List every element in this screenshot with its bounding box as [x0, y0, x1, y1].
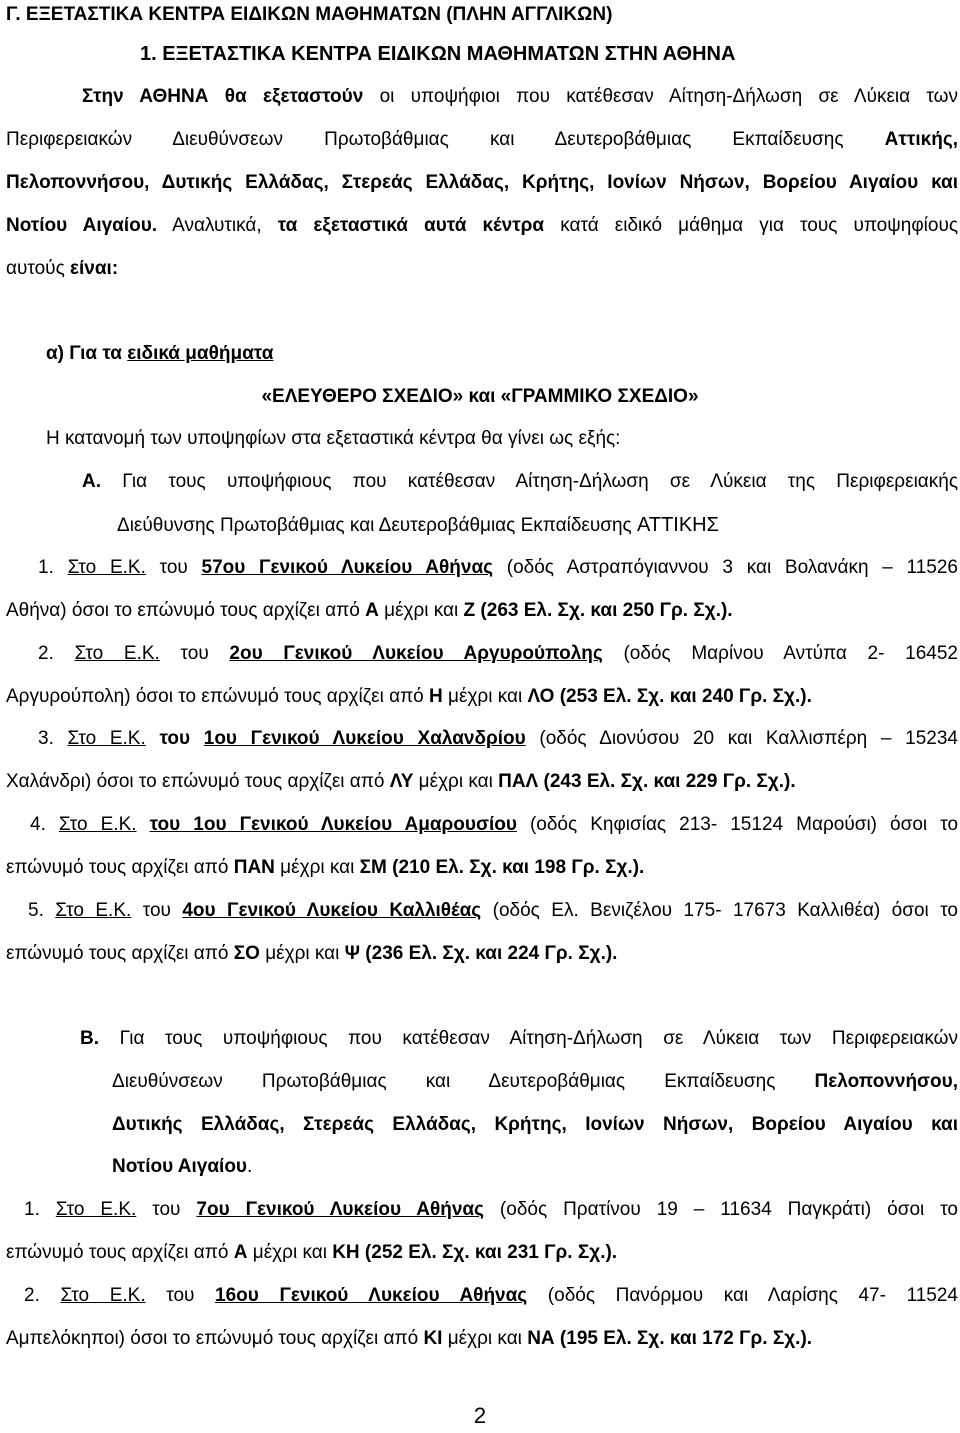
school-name: 4ου Γενικού Λυκείου Καλλιθέας — [182, 900, 482, 921]
exam-center-a1: 1. Στο Ε.Κ. του 57ου Γενικού Λυκείου Αθήνας (οδός Αστραπόγιαννου 3 και Βολανάκη – 11526 — [38, 557, 958, 578]
center-link: Στο Ε.Κ. — [58, 814, 137, 835]
exam-center-a4-range: επώνυμό τους αρχίζει από ΠΑΝ μέχρι και ΣΜ (210 Ελ. Σχ. και 198 Γρ. Σχ.). — [6, 857, 645, 878]
section-heading: Γ. ΕΞΕΤΑΣΤΙΚΑ ΚΕΝΤΡΑ ΕΙΔΙΚΩΝ ΜΑΘΗΜΑΤΩΝ (ΠΛΗΝ ΑΓΓΛΙΚΩΝ) — [6, 4, 613, 25]
group-b-line-2: Διευθύνσεων Πρωτοβάθμιας και Δευτεροβάθμιας Εκπαίδευσης Πελοποννήσου, — [112, 1071, 958, 1092]
center-link: Στο Ε.Κ. — [74, 643, 160, 664]
school-name: 57ου Γενικού Λυκείου Αθήνας — [201, 557, 494, 578]
school-name: 2ου Γενικού Λυκείου Αργυρούπολης — [229, 643, 603, 664]
intro-line-5: αυτούς είναι: — [6, 258, 119, 279]
school-name: 16ου Γενικού Λυκείου Αθήνας — [215, 1285, 528, 1306]
exam-center-a2: 2. Στο Ε.Κ. του 2ου Γενικού Λυκείου Αργυρούπολης (οδός Μαρίνου Αντύπα 2- 16452 — [38, 643, 958, 664]
intro-line-2: Περιφερειακών Διευθύνσεων Πρωτοβάθμιας και Δευτεροβάθμιας Εκπαίδευσης Αττικής, — [6, 129, 958, 150]
center-link: Στο Ε.Κ. — [55, 900, 132, 921]
group-b-line-4: Νοτίου Αιγαίου. — [112, 1156, 253, 1177]
center-link: Στο Ε.Κ. — [67, 728, 146, 749]
school-name: 1ου Γενικού Λυκείου Χαλανδρίου — [203, 728, 526, 749]
school-name: του 1ου Γενικού Λυκείου Αμαρουσίου — [149, 814, 517, 835]
exam-center-b1-range: επώνυμό τους αρχίζει από Α μέχρι και ΚΗ (252 Ελ. Σχ. και 231 Γρ. Σχ.). — [6, 1242, 618, 1263]
center-link: Στο Ε.Κ. — [60, 1285, 146, 1306]
exam-center-a4: 4. Στο Ε.Κ. του 1ου Γενικού Λυκείου Αμαρουσίου (οδός Κηφισίας 213- 15124 Μαρούσι) όσοι το — [30, 814, 959, 835]
exam-center-a3: 3. Στο Ε.Κ. του 1ου Γενικού Λυκείου Χαλανδρίου (οδός Διονύσου 20 και Καλλισπέρη – 15234 — [38, 728, 958, 749]
page-number: 2 — [473, 1403, 487, 1428]
exam-center-b1: 1. Στο Ε.Κ. του 7ου Γενικού Λυκείου Αθήνας (οδός Πρατίνου 19 – 11634 Παγκράτι) όσοι το — [24, 1199, 959, 1220]
exam-center-b2-range: Αμπελόκηποι) όσοι το επώνυμό τους αρχίζει από ΚΙ μέχρι και ΝΑ (195 Ελ. Σχ. και 172 Γρ. Σχ.). — [6, 1328, 813, 1349]
exam-center-a5: 5. Στο Ε.Κ. του 4ου Γενικού Λυκείου Καλλιθέας (οδός Ελ. Βενιζέλου 175- 17673 Καλλιθέα) όσοι το — [28, 900, 959, 921]
exam-center-a5-range: επώνυμό τους αρχίζει από ΣΟ μέχρι και Ψ (236 Ελ. Σχ. και 224 Γρ. Σχ.). — [6, 943, 618, 964]
group-a-line-1: Α. Για τους υποψήφιους που κατέθεσαν Αίτηση-Δήλωση σε Λύκεια της Περιφερειακής — [82, 471, 958, 492]
distribution-intro: Η κατανομή των υποψηφίων στα εξεταστικά κέντρα θα γίνει ως εξής: — [46, 428, 621, 449]
exam-center-a1-range: Αθήνα) όσοι το επώνυμό τους αρχίζει από Α μέχρι και Ζ (263 Ελ. Σχ. και 250 Γρ. Σχ.). — [6, 600, 733, 621]
center-link: Στο Ε.Κ. — [55, 1199, 137, 1220]
center-link: Στο Ε.Κ. — [67, 557, 146, 578]
subsection-heading: 1. ΕΞΕΤΑΣΤΙΚΑ ΚΕΝΤΡΑ ΕΙΔΙΚΩΝ ΜΑΘΗΜΑΤΩΝ ΣΤΗΝ ΑΘΗΝΑ — [140, 43, 736, 65]
subjects-title: «ΕΛΕΥΘΕΡΟ ΣΧΕΔΙΟ» και «ΓΡΑΜΜΙΚΟ ΣΧΕΔΙΟ» — [261, 386, 699, 407]
school-name: 7ου Γενικού Λυκείου Αθήνας — [196, 1199, 484, 1220]
intro-line-3: Πελοποννήσου, Δυτικής Ελλάδας, Στερεάς Ελλάδας, Κρήτης, Ιονίων Νήσων, Βορείου Αιγαίου και — [6, 172, 958, 193]
group-b-line-1: Β. Για τους υποψήφιους που κατέθεσαν Αίτηση-Δήλωση σε Λύκεια των Περιφερειακών — [80, 1028, 958, 1049]
exam-center-a2-range: Αργυρούπολη) όσοι το επώνυμό τους αρχίζει από Η μέχρι και ΛΟ (253 Ελ. Σχ. και 240 Γρ. Σχ.). — [6, 686, 812, 707]
group-a-line-2: Διεύθυνσης Πρωτοβάθμιας και Δευτεροβάθμιας Εκπαίδευσης ΑΤΤΙΚΗΣ — [117, 514, 719, 536]
exam-center-b2: 2. Στο Ε.Κ. του 16ου Γενικού Λυκείου Αθήνας (οδός Πανόρμου και Λαρίσης 47- 11524 — [24, 1285, 958, 1306]
intro-line-4: Νοτίου Αιγαίου. Αναλυτικά, τα εξεταστικά αυτά κέντρα κατά ειδικό μάθημα για τους υποψηφίους — [6, 215, 959, 236]
intro-line-1: Στην ΑΘΗΝΑ θα εξεταστούν οι υποψήφιοι που κατέθεσαν Αίτηση-Δήλωση σε Λύκεια των — [82, 86, 958, 107]
exam-center-a3-range: Χαλάνδρι) όσοι το επώνυμό τους αρχίζει από ΛΥ μέχρι και ΠΑΛ (243 Ελ. Σχ. και 229 Γρ. Σχ.). — [6, 771, 796, 792]
special-subjects-heading: α) Για τα ειδικά μαθήματα — [46, 343, 274, 364]
group-b-line-3: Δυτικής Ελλάδας, Στερεάς Ελλάδας, Κρήτης, Ιονίων Νήσων, Βορείου Αιγαίου και — [112, 1114, 958, 1135]
special-subjects-link: ειδικά μαθήματα — [127, 343, 274, 364]
